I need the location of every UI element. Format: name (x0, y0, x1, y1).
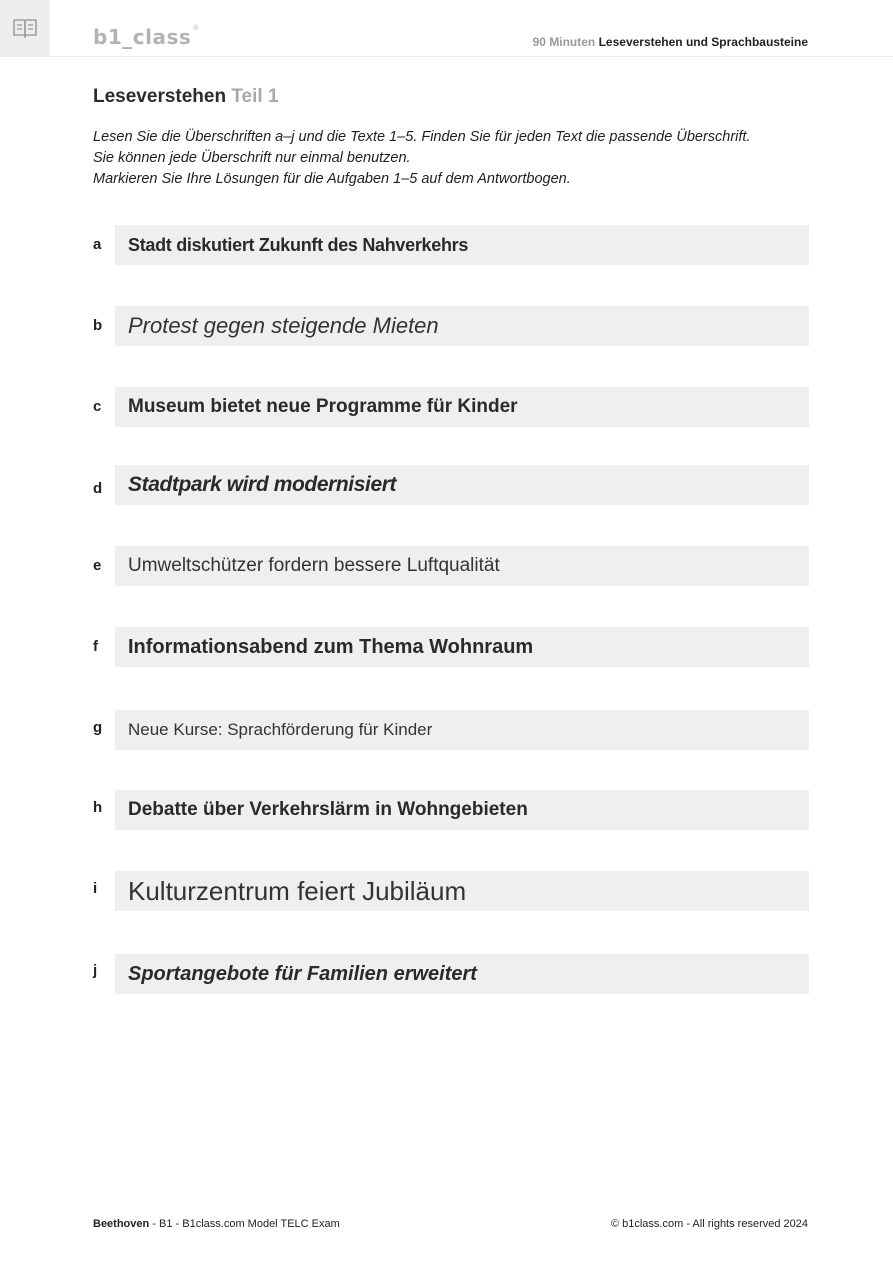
brand-logo-text: b1_class (93, 25, 192, 49)
page-title-part: Teil 1 (231, 86, 279, 107)
heading-letter: d (93, 480, 103, 497)
heading-text: Sportangebote für Familien erweitert (115, 954, 809, 994)
heading-item-d (93, 465, 809, 505)
footer-copyright: © b1class.com - All rights reserved 2024 (610, 1218, 808, 1230)
exam-duration: 90 Minuten (532, 35, 596, 49)
heading-letter: e (93, 557, 102, 574)
footer-exam-details: - B1 - B1class.com Model TELC Exam (149, 1218, 340, 1230)
heading-item-f (93, 627, 809, 667)
instruction-line: Lesen Sie die Überschriften a–j und die Texte 1–5. Finden Sie für jeden Text die passende Überschrift. (93, 129, 751, 145)
header-exam-section (533, 35, 808, 49)
heading-letter: j (93, 962, 98, 979)
brand-logo (93, 25, 200, 49)
footer-exam-name: Beethoven (93, 1218, 150, 1230)
heading-item-b (93, 306, 809, 346)
footer-exam-info (93, 1218, 340, 1230)
heading-text: Debatte über Verkehrslärm in Wohngebieten (115, 790, 809, 830)
heading-letter: b (93, 317, 103, 334)
heading-text: Stadtpark wird modernisiert (115, 465, 809, 505)
heading-text: Protest gegen steigende Mieten (115, 306, 809, 346)
instruction-line: Sie können jede Überschrift nur einmal benutzen. (93, 150, 411, 166)
heading-letter: h (93, 799, 103, 816)
page-header (0, 0, 893, 57)
open-book-icon-glyph (12, 17, 38, 39)
registered-mark: ® (192, 24, 200, 33)
heading-item-a (93, 225, 809, 265)
heading-item-c (93, 387, 809, 427)
page-title (93, 86, 279, 108)
heading-item-j (93, 954, 809, 994)
task-instructions (93, 127, 813, 190)
heading-item-i (93, 871, 809, 911)
instruction-line: Markieren Sie Ihre Lösungen für die Aufgaben 1–5 auf dem Antwortbogen. (93, 171, 571, 187)
heading-letter: c (93, 398, 102, 415)
heading-item-h (93, 790, 809, 830)
heading-text: Informationsabend zum Thema Wohnraum (115, 627, 809, 667)
heading-text: Stadt diskutiert Zukunft des Nahverkehrs (115, 225, 809, 265)
heading-letter: a (93, 236, 102, 253)
heading-item-e (93, 546, 809, 586)
heading-letter: g (93, 719, 103, 736)
heading-text: Museum bietet neue Programme für Kinder (115, 387, 809, 427)
heading-text: Kulturzentrum feiert Jubiläum (115, 871, 809, 911)
page-title-main: Leseverstehen (93, 86, 227, 107)
heading-letter: i (93, 880, 98, 897)
open-book-icon[interactable] (0, 0, 50, 56)
exam-section-name: Leseverstehen und Sprachbausteine (598, 35, 808, 49)
heading-text: Umweltschützer fordern bessere Luftqualität (115, 546, 809, 586)
heading-text: Neue Kurse: Sprachförderung für Kinder (115, 710, 809, 750)
heading-letter: f (93, 638, 98, 655)
heading-item-g (93, 710, 809, 750)
